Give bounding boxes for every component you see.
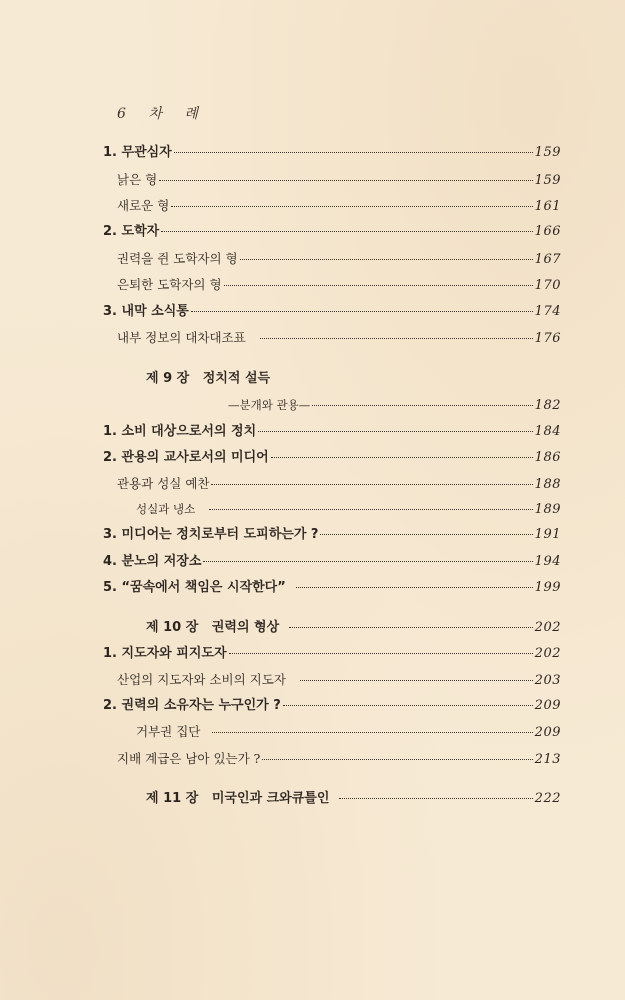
toc-entry[interactable] (103, 449, 561, 467)
toc-page-number: 167 (534, 252, 561, 267)
toc-leader-dots (296, 587, 533, 588)
toc-page-number: 209 (534, 698, 561, 713)
toc-entry-label: 거부권 집단 (136, 724, 201, 739)
toc-entry-label: 새로운 형 (117, 198, 170, 213)
header-title-char-1: 차 (148, 106, 164, 122)
toc-leader-dots (203, 561, 532, 562)
toc-entry-label: 1. 무관심자 (103, 145, 172, 160)
toc-leader-dots (339, 798, 532, 799)
toc-leader-dots (300, 680, 533, 681)
toc-entry[interactable] (117, 475, 561, 494)
toc-entry-label: 은퇴한 도학자의 형 (117, 277, 222, 292)
toc-entry[interactable] (136, 500, 561, 519)
toc-entry-label: 2. 관용의 교사로서의 미디어 (103, 450, 269, 465)
toc-entry[interactable] (228, 396, 561, 415)
toc-entry[interactable] (103, 526, 561, 544)
toc-leader-dots (271, 457, 533, 458)
toc-page-number: 186 (534, 450, 561, 465)
toc-entry-label: 4. 분노의 저장소 (103, 554, 202, 569)
toc-leader-dots (289, 627, 533, 628)
toc-page-number: 213 (534, 752, 561, 767)
toc-entry-label: 권력을 쥔 도학자의 형 (117, 251, 238, 266)
header-title-char-2: 례 (184, 106, 200, 122)
toc-entry[interactable] (117, 750, 561, 769)
toc-entry-label: 5. “꿈속에서 책임은 시작한다” (103, 580, 286, 595)
toc-page-number: 191 (534, 527, 561, 542)
toc-page-number: 203 (534, 673, 561, 688)
toc-leader-dots (262, 759, 532, 760)
toc-entry[interactable] (103, 579, 561, 597)
toc-leader-dots (209, 509, 532, 510)
toc-entry[interactable] (117, 276, 561, 295)
chapter-heading[interactable] (146, 370, 270, 388)
toc-entry-label: —분개와 관용— (228, 398, 311, 412)
toc-entry[interactable] (103, 697, 561, 715)
toc-entry[interactable] (117, 197, 561, 216)
toc-entry-label: 지배 계급은 남아 있는가 ? (117, 751, 261, 766)
toc-leader-dots (240, 259, 533, 260)
toc-page-number: 174 (534, 304, 561, 319)
toc-leader-dots (258, 431, 533, 432)
toc-leader-dots (211, 484, 532, 485)
toc-entry[interactable] (103, 303, 561, 321)
toc-entry-label: 2. 도학자 (103, 224, 160, 239)
toc-page-number: 159 (534, 173, 561, 188)
toc-page-number: 159 (534, 145, 561, 160)
toc-page-number: 199 (534, 580, 561, 595)
toc-page-number: 194 (534, 554, 561, 569)
toc-page-number: 184 (534, 424, 561, 439)
toc-entry-label: 1. 지도자와 피지도자 (103, 646, 227, 661)
toc-entry[interactable] (117, 171, 561, 190)
chapter-title: 제 9 장 정치적 설득 (146, 371, 271, 386)
toc-page-number: 161 (534, 199, 561, 214)
toc-leader-dots (260, 338, 533, 339)
toc-page-number: 209 (534, 725, 561, 740)
toc-leader-dots (159, 180, 532, 181)
toc-leader-dots (191, 311, 533, 312)
toc-entry-label: 1. 소비 대상으로서의 정치 (103, 424, 257, 439)
toc-entry-label: 2. 권력의 소유자는 누구인가 ? (103, 698, 281, 713)
toc-leader-dots (174, 152, 533, 153)
toc-entry-label: 관용과 성실 예찬 (117, 476, 210, 491)
toc-page-number: 189 (534, 502, 561, 517)
page-header (117, 103, 214, 123)
toc-entry[interactable] (103, 645, 561, 663)
toc-page-number: 202 (534, 620, 561, 635)
toc-page-number: 176 (534, 331, 561, 346)
toc-entry[interactable] (103, 553, 561, 571)
chapter-heading[interactable] (146, 790, 561, 808)
toc-entry-label: 3. 미디어는 정치로부터 도피하는가 ? (103, 527, 319, 542)
toc-entry[interactable] (117, 329, 561, 348)
toc-entry-label: 낡은 형 (117, 172, 158, 187)
toc-leader-dots (161, 231, 532, 232)
toc-entry[interactable] (136, 723, 561, 742)
toc-entry-label: 3. 내막 소식통 (103, 304, 189, 319)
toc-page-number: 202 (534, 646, 561, 661)
toc-leader-dots (320, 534, 532, 535)
page-number: 6 (117, 106, 128, 122)
toc-entry[interactable] (103, 423, 561, 441)
toc-page-number: 166 (534, 224, 561, 239)
toc-entry-label: 산업의 지도자와 소비의 지도자 (117, 672, 286, 687)
toc-page-number: 222 (534, 791, 561, 806)
toc-leader-dots (312, 405, 532, 406)
toc-leader-dots (229, 653, 533, 654)
toc-leader-dots (224, 285, 533, 286)
chapter-heading[interactable] (146, 619, 561, 637)
chapter-title: 제 11 장 미국인과 크와큐틀인 (146, 791, 330, 806)
toc-leader-dots (171, 206, 532, 207)
toc-entry-label: 내부 정보의 대차대조표 (117, 330, 246, 345)
toc-page-number: 182 (534, 398, 561, 413)
toc-leader-dots (212, 732, 532, 733)
toc-entry[interactable] (117, 250, 561, 269)
toc-leader-dots (283, 705, 533, 706)
toc-entry[interactable] (103, 144, 561, 162)
chapter-title: 제 10 장 권력의 형상 (146, 620, 280, 635)
toc-entry-label: 성실과 냉소 (136, 502, 196, 516)
toc-page-number: 170 (534, 278, 561, 293)
toc-entry[interactable] (103, 223, 561, 241)
toc-entry[interactable] (117, 671, 561, 690)
toc-page-number: 188 (534, 477, 561, 492)
